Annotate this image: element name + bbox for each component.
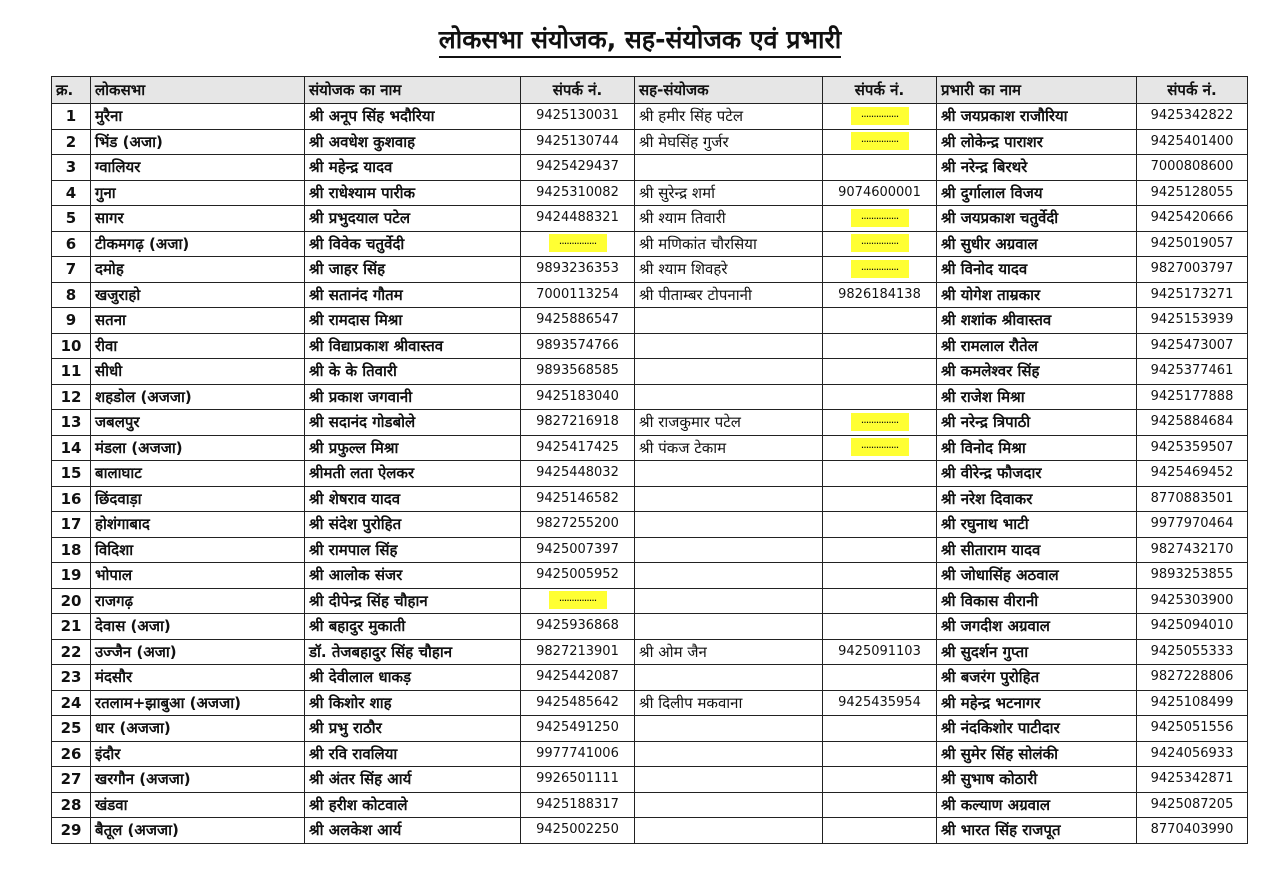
convener-contact-cell: 9425146582 xyxy=(521,486,635,512)
incharge-contact-cell: 9424056933 xyxy=(1137,741,1248,767)
incharge-name-cell: श्री सुभाष कोठारी xyxy=(937,767,1137,793)
loksabha-cell: भिंड (अजा) xyxy=(91,129,305,155)
table-row xyxy=(52,435,1248,461)
table-header-row xyxy=(52,77,1248,104)
co-convener-cell xyxy=(635,333,823,359)
co-convener-contact-cell xyxy=(823,741,937,767)
loksabha-cell: जबलपुर xyxy=(91,410,305,436)
serial-cell: 15 xyxy=(52,461,91,487)
convener-contact-cell: 9424488321 xyxy=(521,206,635,232)
convener-name-cell: श्री आलोक संजर xyxy=(305,563,521,589)
loksabha-cell: खरगौन (अजजा) xyxy=(91,767,305,793)
co-convener-cell: श्री पीताम्बर टोपनानी xyxy=(635,282,823,308)
co-convener-contact-cell: 9425091103 xyxy=(823,639,937,665)
convener-name-cell: श्री सदानंद गोडबोले xyxy=(305,410,521,436)
table-row xyxy=(52,614,1248,640)
co-convener-contact-cell xyxy=(823,129,937,155)
incharge-name-cell: श्री विनोद मिश्रा xyxy=(937,435,1137,461)
convener-contact-cell: 9827216918 xyxy=(521,410,635,436)
loksabha-cell: राजगढ़ xyxy=(91,588,305,614)
incharge-name-cell: श्री सुदर्शन गुप्ता xyxy=(937,639,1137,665)
co-convener-contact-cell xyxy=(823,359,937,385)
incharge-contact-cell: 9977970464 xyxy=(1137,512,1248,538)
convener-name-cell: श्री देवीलाल धाकड़ xyxy=(305,665,521,691)
serial-cell: 27 xyxy=(52,767,91,793)
incharge-contact-cell: 9425303900 xyxy=(1137,588,1248,614)
co-convener-contact-cell xyxy=(823,818,937,844)
placeholder-highlight: ............... xyxy=(851,132,909,150)
convener-contact-cell: 9827213901 xyxy=(521,639,635,665)
co-convener-contact-cell xyxy=(823,716,937,742)
incharge-contact-cell: 7000808600 xyxy=(1137,155,1248,181)
co-convener-contact-cell xyxy=(823,588,937,614)
incharge-name-cell: श्री योगेश ताम्रकार xyxy=(937,282,1137,308)
co-convener-contact-cell xyxy=(823,410,937,436)
serial-cell: 20 xyxy=(52,588,91,614)
serial-cell: 14 xyxy=(52,435,91,461)
placeholder-highlight: ............... xyxy=(851,260,909,278)
serial-cell: 21 xyxy=(52,614,91,640)
convener-name-cell: श्री अंतर सिंह आर्य xyxy=(305,767,521,793)
co-convener-cell: श्री सुरेन्द्र शर्मा xyxy=(635,180,823,206)
co-convener-contact-cell xyxy=(823,486,937,512)
co-convener-cell: श्री ओम जैन xyxy=(635,639,823,665)
serial-cell: 22 xyxy=(52,639,91,665)
co-convener-cell xyxy=(635,741,823,767)
co-convener-cell xyxy=(635,818,823,844)
loksabha-cell: मंदसौर xyxy=(91,665,305,691)
convener-name-cell: श्री राधेश्याम पारीक xyxy=(305,180,521,206)
loksabha-cell: रतलाम+झाबुआ (अजजा) xyxy=(91,690,305,716)
serial-cell: 5 xyxy=(52,206,91,232)
table-row xyxy=(52,308,1248,334)
incharge-name-cell: श्री वीरेन्द्र फौजदार xyxy=(937,461,1137,487)
incharge-contact-cell: 9425128055 xyxy=(1137,180,1248,206)
co-convener-contact-cell: 9074600001 xyxy=(823,180,937,206)
incharge-name-cell: श्री नंदकिशोर पाटीदार xyxy=(937,716,1137,742)
co-convener-cell xyxy=(635,767,823,793)
loksabha-cell: उज्जैन (अजा) xyxy=(91,639,305,665)
incharge-name-cell: श्री विनोद यादव xyxy=(937,257,1137,283)
co-convener-contact-cell xyxy=(823,206,937,232)
loksabha-cell: मंडला (अजजा) xyxy=(91,435,305,461)
co-convener-contact-cell: 9826184138 xyxy=(823,282,937,308)
loksabha-cell: शहडोल (अजजा) xyxy=(91,384,305,410)
incharge-name-cell: श्री विकास वीरानी xyxy=(937,588,1137,614)
loksabha-cell: इंदौर xyxy=(91,741,305,767)
convener-name-cell: श्री महेन्द्र यादव xyxy=(305,155,521,181)
convener-name-cell: श्री प्रभुदयाल पटेल xyxy=(305,206,521,232)
co-convener-cell xyxy=(635,792,823,818)
serial-cell: 12 xyxy=(52,384,91,410)
table-row xyxy=(52,206,1248,232)
convener-name-cell: श्री विद्याप्रकाश श्रीवास्तव xyxy=(305,333,521,359)
header-convener-name: संयोजक का नाम xyxy=(305,77,521,104)
convener-contact-cell: 9425007397 xyxy=(521,537,635,563)
co-convener-cell xyxy=(635,512,823,538)
convener-contact-cell: 9425183040 xyxy=(521,384,635,410)
co-convener-contact-cell xyxy=(823,333,937,359)
serial-cell: 6 xyxy=(52,231,91,257)
serial-cell: 2 xyxy=(52,129,91,155)
incharge-contact-cell: 9425051556 xyxy=(1137,716,1248,742)
incharge-contact-cell: 9425420666 xyxy=(1137,206,1248,232)
loksabha-cell: सीधी xyxy=(91,359,305,385)
incharge-name-cell: श्री जयप्रकाश चतुर्वेदी xyxy=(937,206,1137,232)
incharge-name-cell: श्री जयप्रकाश राजौरिया xyxy=(937,104,1137,130)
incharge-contact-cell: 8770883501 xyxy=(1137,486,1248,512)
co-convener-cell: श्री हमीर सिंह पटेल xyxy=(635,104,823,130)
convener-name-cell: श्री रामदास मिश्रा xyxy=(305,308,521,334)
serial-cell: 4 xyxy=(52,180,91,206)
co-convener-cell xyxy=(635,665,823,691)
convener-name-cell: श्री अनूप सिंह भदौरिया xyxy=(305,104,521,130)
loksabha-cell: छिंदवाड़ा xyxy=(91,486,305,512)
incharge-name-cell: श्री नरेन्द्र बिरथरे xyxy=(937,155,1137,181)
incharge-contact-cell: 9425153939 xyxy=(1137,308,1248,334)
placeholder-highlight: ............... xyxy=(851,413,909,431)
incharge-contact-cell: 9425473007 xyxy=(1137,333,1248,359)
table-row xyxy=(52,282,1248,308)
convener-name-cell: श्री रवि रावलिया xyxy=(305,741,521,767)
co-convener-cell: श्री राजकुमार पटेल xyxy=(635,410,823,436)
loksabha-cell: बालाघाट xyxy=(91,461,305,487)
incharge-name-cell: श्री जगदीश अग्रवाल xyxy=(937,614,1137,640)
incharge-contact-cell: 9425108499 xyxy=(1137,690,1248,716)
placeholder-highlight: ............... xyxy=(851,107,909,125)
incharge-contact-cell: 9425342822 xyxy=(1137,104,1248,130)
convener-name-cell: श्री के के तिवारी xyxy=(305,359,521,385)
serial-cell: 16 xyxy=(52,486,91,512)
table-row xyxy=(52,588,1248,614)
convener-contact-cell: 9827255200 xyxy=(521,512,635,538)
table-row xyxy=(52,665,1248,691)
co-convener-cell xyxy=(635,486,823,512)
table-row xyxy=(52,792,1248,818)
table-row xyxy=(52,155,1248,181)
incharge-name-cell: श्री दुर्गालाल विजय xyxy=(937,180,1137,206)
table-row xyxy=(52,639,1248,665)
convener-name-cell: श्री बहादुर मुकाती xyxy=(305,614,521,640)
co-convener-contact-cell xyxy=(823,537,937,563)
incharge-name-cell: श्री लोकेन्द्र पाराशर xyxy=(937,129,1137,155)
loksabha-cell: देवास (अजा) xyxy=(91,614,305,640)
loksabha-cell: धार (अजजा) xyxy=(91,716,305,742)
header-serial: क्र. xyxy=(52,77,91,104)
incharge-name-cell: श्री जोधासिंह अठवाल xyxy=(937,563,1137,589)
convener-contact-cell: 9425429437 xyxy=(521,155,635,181)
convener-name-cell: श्री अवधेश कुशवाह xyxy=(305,129,521,155)
placeholder-highlight: ............... xyxy=(851,234,909,252)
table-row xyxy=(52,741,1248,767)
incharge-name-cell: श्री शशांक श्रीवास्तव xyxy=(937,308,1137,334)
serial-cell: 26 xyxy=(52,741,91,767)
co-convener-contact-cell xyxy=(823,155,937,181)
incharge-name-cell: श्री नरेन्द्र त्रिपाठी xyxy=(937,410,1137,436)
convener-contact-cell: 9425417425 xyxy=(521,435,635,461)
table-row xyxy=(52,537,1248,563)
convener-contact-cell: 9425448032 xyxy=(521,461,635,487)
table-row xyxy=(52,384,1248,410)
co-convener-contact-cell xyxy=(823,461,937,487)
loksabha-cell: बैतूल (अजजा) xyxy=(91,818,305,844)
loksabha-cell: खंडवा xyxy=(91,792,305,818)
serial-cell: 1 xyxy=(52,104,91,130)
incharge-contact-cell: 9425019057 xyxy=(1137,231,1248,257)
co-convener-contact-cell xyxy=(823,512,937,538)
incharge-name-cell: श्री रामलाल रौतेल xyxy=(937,333,1137,359)
convener-name-cell: श्री सतानंद गौतम xyxy=(305,282,521,308)
incharge-name-cell: श्री कल्याण अग्रवाल xyxy=(937,792,1137,818)
co-convener-contact-cell xyxy=(823,257,937,283)
loksabha-cell: दमोह xyxy=(91,257,305,283)
convener-name-cell: श्रीमती लता ऐलकर xyxy=(305,461,521,487)
table-row xyxy=(52,818,1248,844)
placeholder-highlight: ............... xyxy=(549,234,607,252)
convener-contact-cell: 9926501111 xyxy=(521,767,635,793)
table-row xyxy=(52,104,1248,130)
co-convener-contact-cell: 9425435954 xyxy=(823,690,937,716)
coordinators-table xyxy=(51,76,1248,844)
co-convener-contact-cell xyxy=(823,665,937,691)
convener-contact-cell: 9425491250 xyxy=(521,716,635,742)
incharge-name-cell: श्री महेन्द्र भटनागर xyxy=(937,690,1137,716)
incharge-contact-cell: 9827003797 xyxy=(1137,257,1248,283)
co-convener-cell: श्री श्याम शिवहरे xyxy=(635,257,823,283)
table-row xyxy=(52,461,1248,487)
co-convener-cell xyxy=(635,537,823,563)
table-row xyxy=(52,512,1248,538)
convener-contact-cell: 9425130031 xyxy=(521,104,635,130)
incharge-contact-cell: 9425377461 xyxy=(1137,359,1248,385)
convener-name-cell: श्री किशोर शाह xyxy=(305,690,521,716)
convener-contact-cell: 9425485642 xyxy=(521,690,635,716)
incharge-contact-cell: 9425173271 xyxy=(1137,282,1248,308)
page-title-text: लोकसभा संयोजक, सह-संयोजक एवं प्रभारी xyxy=(439,25,841,58)
loksabha-cell: गुना xyxy=(91,180,305,206)
placeholder-highlight: ............... xyxy=(851,438,909,456)
convener-contact-cell: 9425005952 xyxy=(521,563,635,589)
incharge-contact-cell: 9827228806 xyxy=(1137,665,1248,691)
convener-contact-cell: 9425188317 xyxy=(521,792,635,818)
loksabha-cell: होशंगाबाद xyxy=(91,512,305,538)
page-title xyxy=(0,22,1280,56)
serial-cell: 8 xyxy=(52,282,91,308)
co-convener-cell xyxy=(635,384,823,410)
convener-contact-cell: 9425002250 xyxy=(521,818,635,844)
table-row xyxy=(52,231,1248,257)
incharge-name-cell: श्री रघुनाथ भाटी xyxy=(937,512,1137,538)
serial-cell: 13 xyxy=(52,410,91,436)
serial-cell: 18 xyxy=(52,537,91,563)
loksabha-cell: सागर xyxy=(91,206,305,232)
table-body xyxy=(52,104,1248,844)
incharge-contact-cell: 9425469452 xyxy=(1137,461,1248,487)
incharge-name-cell: श्री सीताराम यादव xyxy=(937,537,1137,563)
table-row xyxy=(52,716,1248,742)
co-convener-contact-cell xyxy=(823,792,937,818)
incharge-contact-cell: 9425087205 xyxy=(1137,792,1248,818)
loksabha-cell: टीकमगढ़ (अजा) xyxy=(91,231,305,257)
serial-cell: 25 xyxy=(52,716,91,742)
header-loksabha: लोकसभा xyxy=(91,77,305,104)
table-row xyxy=(52,257,1248,283)
loksabha-cell: भोपाल xyxy=(91,563,305,589)
loksabha-cell: खजुराहो xyxy=(91,282,305,308)
header-co-convener: सह-संयोजक xyxy=(635,77,823,104)
serial-cell: 9 xyxy=(52,308,91,334)
convener-contact-cell: 9425936868 xyxy=(521,614,635,640)
incharge-contact-cell: 9893253855 xyxy=(1137,563,1248,589)
convener-name-cell: श्री हरीश कोटवाले xyxy=(305,792,521,818)
convener-name-cell: श्री प्रफुल्ल मिश्रा xyxy=(305,435,521,461)
convener-contact-cell: 9425130744 xyxy=(521,129,635,155)
incharge-contact-cell: 9827432170 xyxy=(1137,537,1248,563)
co-convener-cell xyxy=(635,359,823,385)
table-row xyxy=(52,563,1248,589)
convener-name-cell: श्री संदेश पुरोहित xyxy=(305,512,521,538)
co-convener-cell: श्री पंकज टेकाम xyxy=(635,435,823,461)
serial-cell: 7 xyxy=(52,257,91,283)
serial-cell: 29 xyxy=(52,818,91,844)
convener-contact-cell xyxy=(521,231,635,257)
header-co-convener-contact: संपर्क नं. xyxy=(823,77,937,104)
convener-contact-cell: 9425310082 xyxy=(521,180,635,206)
table-row xyxy=(52,129,1248,155)
loksabha-cell: विदिशा xyxy=(91,537,305,563)
convener-name-cell: श्री दीपेन्द्र सिंह चौहान xyxy=(305,588,521,614)
table-row xyxy=(52,486,1248,512)
incharge-name-cell: श्री सुमेर सिंह सोलंकी xyxy=(937,741,1137,767)
co-convener-cell xyxy=(635,614,823,640)
serial-cell: 11 xyxy=(52,359,91,385)
co-convener-contact-cell xyxy=(823,435,937,461)
incharge-contact-cell: 9425055333 xyxy=(1137,639,1248,665)
serial-cell: 10 xyxy=(52,333,91,359)
incharge-name-cell: श्री भारत सिंह राजपूत xyxy=(937,818,1137,844)
convener-name-cell: श्री विवेक चतुर्वेदी xyxy=(305,231,521,257)
co-convener-contact-cell xyxy=(823,614,937,640)
convener-contact-cell: 9893236353 xyxy=(521,257,635,283)
co-convener-cell xyxy=(635,588,823,614)
convener-name-cell: डॉ. तेजबहादुर सिंह चौहान xyxy=(305,639,521,665)
serial-cell: 3 xyxy=(52,155,91,181)
serial-cell: 28 xyxy=(52,792,91,818)
convener-contact-cell: 9425442087 xyxy=(521,665,635,691)
co-convener-contact-cell xyxy=(823,563,937,589)
header-incharge-contact: संपर्क नं. xyxy=(1137,77,1248,104)
incharge-contact-cell: 8770403990 xyxy=(1137,818,1248,844)
table-row xyxy=(52,180,1248,206)
serial-cell: 24 xyxy=(52,690,91,716)
table-row xyxy=(52,410,1248,436)
incharge-name-cell: श्री राजेश मिश्रा xyxy=(937,384,1137,410)
placeholder-highlight: ............... xyxy=(851,209,909,227)
loksabha-cell: मुरैना xyxy=(91,104,305,130)
co-convener-cell: श्री दिलीप मकवाना xyxy=(635,690,823,716)
co-convener-cell xyxy=(635,308,823,334)
convener-name-cell: श्री अलकेश आर्य xyxy=(305,818,521,844)
convener-contact-cell: 9893568585 xyxy=(521,359,635,385)
co-convener-cell xyxy=(635,563,823,589)
convener-name-cell: श्री प्रभु राठौर xyxy=(305,716,521,742)
incharge-contact-cell: 9425359507 xyxy=(1137,435,1248,461)
co-convener-cell xyxy=(635,461,823,487)
incharge-name-cell: श्री बजरंग पुरोहित xyxy=(937,665,1137,691)
convener-name-cell: श्री प्रकाश जगवानी xyxy=(305,384,521,410)
co-convener-cell: श्री मेघसिंह गुर्जर xyxy=(635,129,823,155)
convener-contact-cell: 9893574766 xyxy=(521,333,635,359)
table-row xyxy=(52,359,1248,385)
co-convener-contact-cell xyxy=(823,231,937,257)
table-row xyxy=(52,333,1248,359)
co-convener-contact-cell xyxy=(823,767,937,793)
incharge-name-cell: श्री सुधीर अग्रवाल xyxy=(937,231,1137,257)
co-convener-contact-cell xyxy=(823,104,937,130)
convener-contact-cell xyxy=(521,588,635,614)
incharge-contact-cell: 9425884684 xyxy=(1137,410,1248,436)
convener-contact-cell: 7000113254 xyxy=(521,282,635,308)
convener-name-cell: श्री शेषराव यादव xyxy=(305,486,521,512)
convener-name-cell: श्री रामपाल सिंह xyxy=(305,537,521,563)
co-convener-contact-cell xyxy=(823,384,937,410)
incharge-contact-cell: 9425342871 xyxy=(1137,767,1248,793)
serial-cell: 19 xyxy=(52,563,91,589)
convener-name-cell: श्री जाहर सिंह xyxy=(305,257,521,283)
incharge-contact-cell: 9425177888 xyxy=(1137,384,1248,410)
convener-contact-cell: 9425886547 xyxy=(521,308,635,334)
incharge-contact-cell: 9425401400 xyxy=(1137,129,1248,155)
placeholder-highlight: ............... xyxy=(549,591,607,609)
co-convener-cell: श्री श्याम तिवारी xyxy=(635,206,823,232)
co-convener-cell xyxy=(635,155,823,181)
table-row xyxy=(52,767,1248,793)
co-convener-contact-cell xyxy=(823,308,937,334)
incharge-name-cell: श्री कमलेश्वर सिंह xyxy=(937,359,1137,385)
header-convener-contact: संपर्क नं. xyxy=(521,77,635,104)
loksabha-cell: ग्वालियर xyxy=(91,155,305,181)
serial-cell: 17 xyxy=(52,512,91,538)
table-row xyxy=(52,690,1248,716)
loksabha-cell: रीवा xyxy=(91,333,305,359)
serial-cell: 23 xyxy=(52,665,91,691)
incharge-name-cell: श्री नरेश दिवाकर xyxy=(937,486,1137,512)
co-convener-cell xyxy=(635,716,823,742)
convener-contact-cell: 9977741006 xyxy=(521,741,635,767)
loksabha-cell: सतना xyxy=(91,308,305,334)
incharge-contact-cell: 9425094010 xyxy=(1137,614,1248,640)
co-convener-cell: श्री मणिकांत चौरसिया xyxy=(635,231,823,257)
header-incharge-name: प्रभारी का नाम xyxy=(937,77,1137,104)
